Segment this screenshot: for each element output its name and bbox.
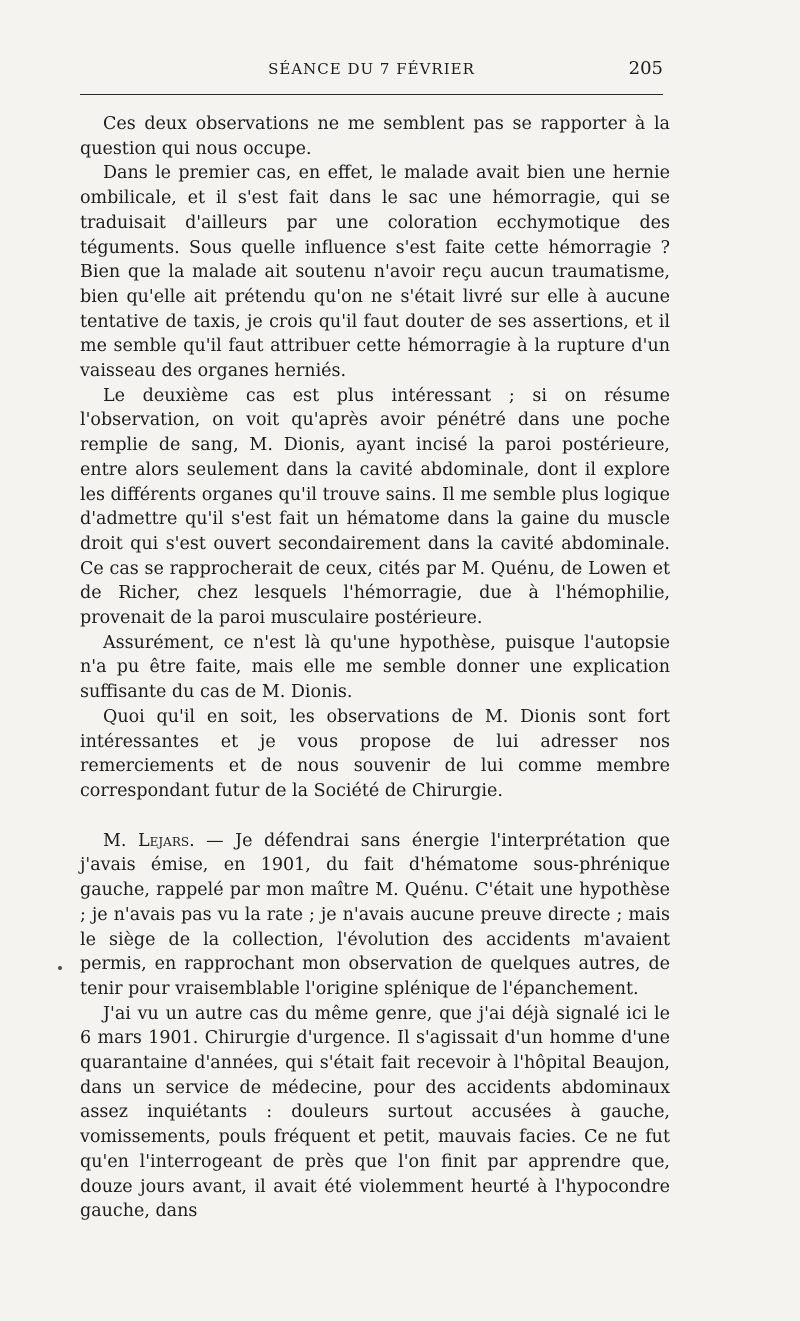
paragraph: Le deuxième cas est plus intéressant ; si on résume l'observation, on voit qu'après avoir pénétré dans une poche remplie de sang, M. Dionis, ayant incisé la paroi postérieure, entre alors seulement dans la cavité abdominale, dont il explore les différents organes qu'il trouve sains. Il me semble plus logique d'admettre qu'il s'est fait un hématome dans la gaine du muscle droit qui s'est ouvert secondairement dans la cavité abdominale. Ce cas se rapprocherait de ceux, cités par M. Quénu, de Lowen et de Richer, chez lesquels l'hémorragie, due à l'hémophilie, provenait de la paroi musculaire postérieure. [80,385,670,629]
running-title: SÉANCE DU 7 FÉVRIER [268,60,475,78]
paragraph: Ces deux observations ne me semblent pas se rapporter à la question qui nous occupe. [80,114,670,159]
paragraph: Assurément, ce n'est là qu'une hypothèse, puisque l'autopsie n'a pu être faite, mais elle me semble donner une explication suffisante du cas de M. Dionis. [80,632,670,703]
running-head [80,58,663,84]
paragraph: J'ai vu un autre cas du même genre, que j'ai déjà signalé ici le 6 mars 1901. Chirurgie d'urgence. Il s'agissait d'un homme d'une quarantaine d'années, qui s'était fait recevoir à l'hôpital Beaujon, dans un service de médecine, pour des accidents abdominaux assez inquiétants : douleurs surtout accusées à gauche, vomissements, pouls fréquent et petit, mauvais facies. Ce ne fut qu'en l'interrogeant de près que l'on finit par apprendre que, douze jours avant, il avait été violemment heurté à l'hypocondre gauche, dans [80,1003,670,1222]
page-number: 205 [628,58,663,79]
lejars-text: — Je défendrai sans énergie l'interprétation que j'avais émise, en 1901, du fait d'hématome sous-phrénique gauche, rappelé par mon maître M. Quénu. C'était une hypothèse ; je n'avais pas vu la rate ; je n'avais aucune preuve directe ; mais le siège de la collection, l'évolution des accidents m'avaient permis, en rapprochant mon observation de quelques autres, de tenir pour vraisemblable l'origine splénique de l'épanchement. [80,830,670,999]
print-speck [58,966,62,970]
paragraph: Quoi qu'il en soit, les observations de M. Dionis sont fort intéressantes et je vous propose de lui adresser nos remerciements et de nous souvenir de lui comme membre correspondant futur de la Société de Chirurgie. [80,706,670,801]
speaker-name: M. Lejars. [103,830,195,851]
paragraph: Dans le premier cas, en effet, le malade avait bien une hernie ombilicale, et il s'est fait dans le sac une hémorragie, qui se traduisait d'ailleurs par une coloration ecchymotique des téguments. Sous quelle influence s'est faite cette hémorragie ? Bien que la malade ait soutenu n'avoir reçu aucun traumatisme, bien qu'elle ait prétendu qu'on ne s'était livré sur elle à aucune tentative de taxis, je crois qu'il faut douter de ses assertions, et il me semble qu'il faut attribuer cette hémorragie à la rupture d'un vaisseau des organes herniés. [80,163,670,382]
lejars-paragraph [80,829,670,1002]
body-text [80,112,670,1224]
header-rule [80,94,663,95]
